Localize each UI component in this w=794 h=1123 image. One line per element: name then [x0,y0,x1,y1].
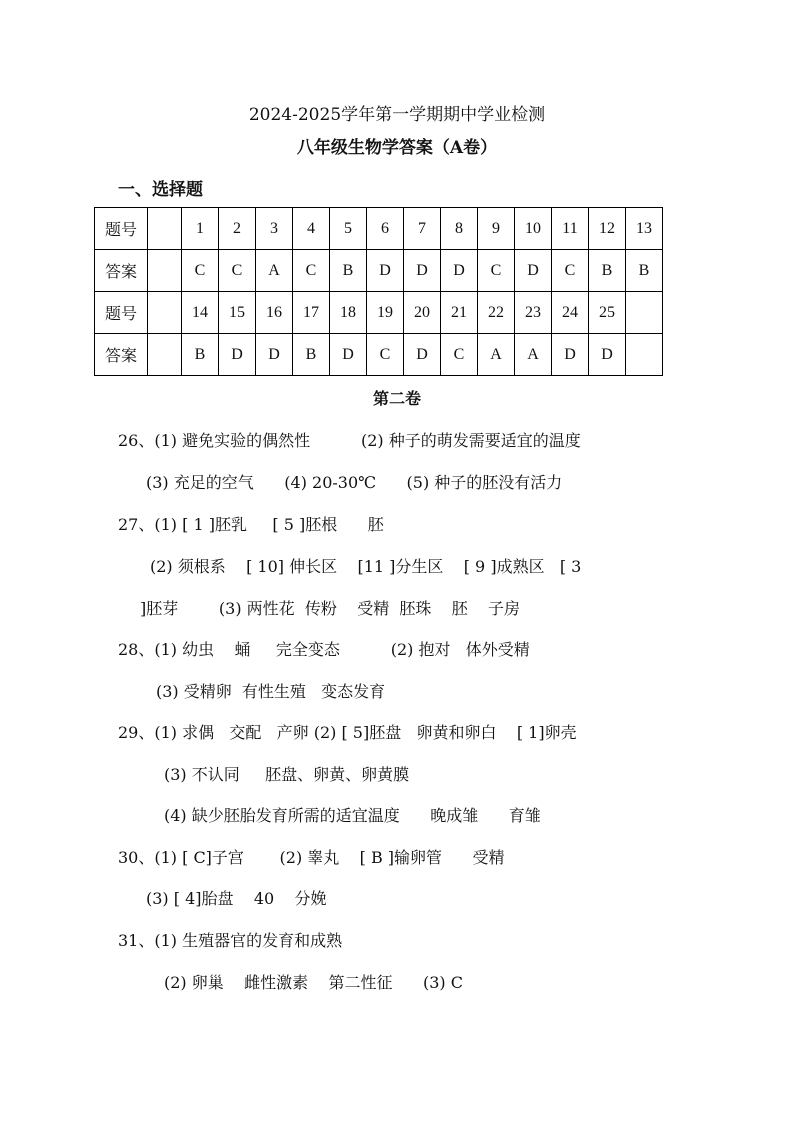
table-cell: 8 [441,208,478,250]
table-cell: D [589,334,626,376]
table-cell: A [515,334,552,376]
table-cell: 6 [367,208,404,250]
table-row [95,292,663,334]
answer-line: 27、(1) [ 1 ]胚乳 [ 5 ]胚根 胚 [118,515,384,534]
table-cell: D [441,250,478,292]
table-row [95,250,663,292]
table-cell: 22 [478,292,515,334]
table-cell: 23 [515,292,552,334]
table-cell: C [441,334,478,376]
table-cell: 11 [552,208,589,250]
table-cell: D [404,250,441,292]
row-label: 题号 [95,208,148,250]
answer-line: 28、(1) 幼虫 蛹 完全变态 (2) 抱对 体外受精 [118,640,530,659]
table-cell: C [367,334,404,376]
answer-line: 26、(1) 避免实验的偶然性 (2) 种子的萌发需要适宜的温度 [118,431,581,450]
table-cell: B [182,334,219,376]
table-cell: 7 [404,208,441,250]
table-row [95,208,663,250]
table-cell: C [182,250,219,292]
table-cell [626,292,663,334]
table-cell: 20 [404,292,441,334]
answer-line: (2) 须根系 [ 10] 伸长区 [11 ]分生区 [ 9 ]成熟区 [ 3 [150,557,582,576]
table-cell: C [478,250,515,292]
answer-table [94,207,663,376]
exam-title: 2024-2025学年第一学期期中学业检测 [248,105,546,125]
table-cell: C [552,250,589,292]
table-cell: D [552,334,589,376]
answer-line: (3) 受精卵 有性生殖 变态发育 [156,682,386,701]
answer-line: (3) 充足的空气 (4) 20-30℃ (5) 种子的胚没有活力 [146,473,563,492]
table-cell: 12 [589,208,626,250]
table-cell: 13 [626,208,663,250]
table-cell: D [330,334,367,376]
table-cell: 15 [219,292,256,334]
table-cell: 21 [441,292,478,334]
table-cell: C [219,250,256,292]
table-cell: 19 [367,292,404,334]
row-label: 答案 [95,334,148,376]
answer-line: (3) 不认同 胚盘、卵黄、卵黄膜 [164,765,410,784]
table-cell: D [219,334,256,376]
answer-line: (3) [ 4]胎盘 40 分娩 [146,889,327,908]
row-label: 题号 [95,292,148,334]
section-heading-choice: 一、选择题 [118,180,203,200]
table-cell: A [256,250,293,292]
table-cell: 3 [256,208,293,250]
table-cell: D [256,334,293,376]
table-cell: B [293,334,330,376]
table-cell: 9 [478,208,515,250]
table-cell: 1 [182,208,219,250]
spacer-cell [148,334,182,376]
table-cell: B [589,250,626,292]
table-cell: 10 [515,208,552,250]
table-cell: 25 [589,292,626,334]
table-cell: 24 [552,292,589,334]
table-cell: 4 [293,208,330,250]
spacer-cell [148,292,182,334]
table-cell: 18 [330,292,367,334]
answer-key-subtitle: 八年级生物学答案（A卷） [296,138,498,158]
table-cell: B [626,250,663,292]
table-cell [626,334,663,376]
table-cell: A [478,334,515,376]
answer-line: 29、(1) 求偶 交配 产卵 (2) [ 5]胚盘 卵黄和卵白 [ 1]卵壳 [118,723,577,742]
table-cell: D [367,250,404,292]
table-cell: 2 [219,208,256,250]
table-cell: 16 [256,292,293,334]
table-cell: D [404,334,441,376]
answer-line: 31、(1) 生殖器官的发育和成熟 [118,931,343,950]
section-heading-part2: 第二卷 [372,389,421,408]
table-row [95,334,663,376]
table-cell: C [293,250,330,292]
answer-line: (2) 卵巢 雌性激素 第二性征 (3) C [164,973,463,992]
answer-line: ]胚芽 (3) 两性花 传粉 受精 胚珠 胚 子房 [140,599,521,618]
table-cell: 14 [182,292,219,334]
table-cell: D [515,250,552,292]
answer-line: (4) 缺少胚胎发育所需的适宜温度 晚成雏 育雏 [164,806,541,825]
table-cell: 5 [330,208,367,250]
table-cell: 17 [293,292,330,334]
row-label: 答案 [95,250,148,292]
answer-line: 30、(1) [ C]子宫 (2) 睾丸 [ B ]输卵管 受精 [118,848,505,867]
spacer-cell [148,208,182,250]
table-cell: B [330,250,367,292]
spacer-cell [148,250,182,292]
